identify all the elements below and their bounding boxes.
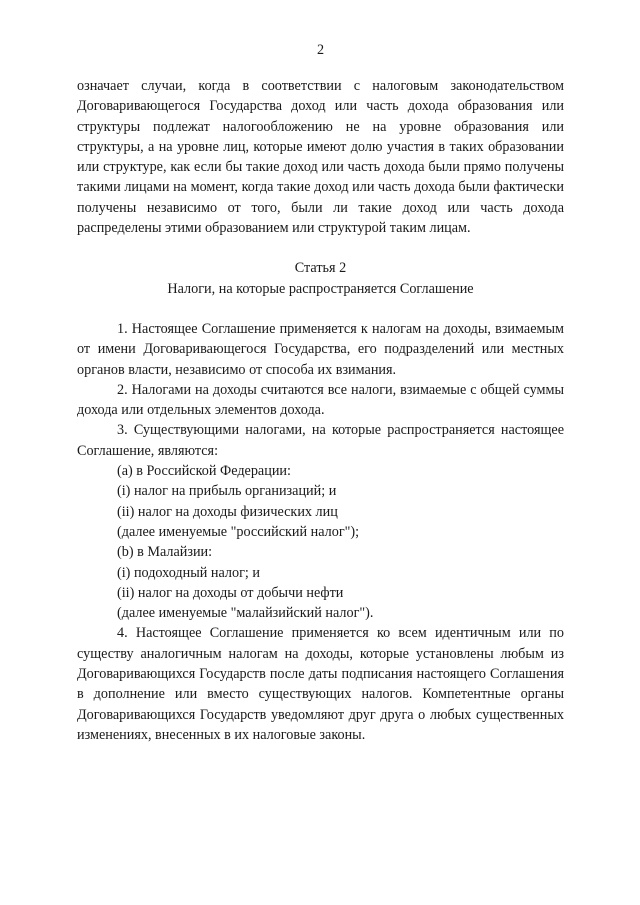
list-item: (b) в Малайзии: [117,544,213,561]
document-page [77,40,564,745]
intro-paragraph: означает случаи, когда в соответствии с налоговым законодательством Договаривающегося Государства доход или часть дохода образования или структуры подлежат налогообложению не на уровне образования или структуры, а на уровне лиц, которые имеют долю участия в таких образовании или структуре, как если бы такие доход или часть дохода были прямо получены такими лицами на момент, когда такие доход или часть дохода были фактически получены независимо от того, были ли такие доход или часть дохода распределены этими образованием или структурой таким лицам. [77,78,564,237]
list-item: (далее именуемые "малайзийский налог"). [117,605,374,622]
list-item: (i) налог на прибыль организаций; и [117,483,337,500]
article-title: Налоги, на которые распространяется Соглашение [167,280,474,297]
list-item: (i) подоходный налог; и [117,564,260,581]
existing-taxes-list [77,461,564,623]
article-paragraph-2: 2. Налогами на доходы считаются все налоги, взимаемые с общей суммы дохода или отдельных элементов дохода. [77,381,564,419]
list-item: (далее именуемые "российский налог"); [117,523,360,540]
article-paragraph-4: 4. Настоящее Соглашение применяется ко всем идентичным или по существу аналогичным налогам на доходы, которые установлены любым из Договаривающихся Государств после даты подписания настоящего Соглашения в дополнение или вместо существующих налогов. Компетентные органы Договаривающихся Государств уведомляют друг друга о любых существенных изменениях, внесенных в их налоговые законы. [77,625,564,743]
list-item: (a) в Российской Федерации: [117,463,291,480]
article-paragraph-1: 1. Настоящее Соглашение применяется к налогам на доходы, взимаемым от имени Договаривающегося Государства, его подразделений или местных органов власти, независимо от способа их взимания. [77,320,564,378]
list-item: (ii) налог на доходы от добычи нефти [117,584,344,601]
article-heading: Статья 2 [294,260,347,277]
list-item: (ii) налог на доходы физических лиц [117,503,338,520]
article-paragraph-3: 3. Существующими налогами, на которые распространяется настоящее Соглашение, являются: [77,422,564,459]
page-number: 2 [316,42,325,58]
